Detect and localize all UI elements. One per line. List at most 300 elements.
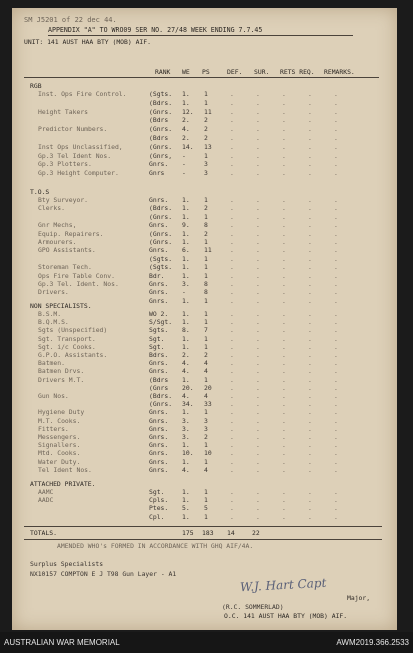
totals-label: TOTALS.	[30, 529, 57, 537]
archive-footer	[0, 632, 413, 653]
column-dot: .	[334, 424, 338, 433]
row-ps: 2	[204, 433, 208, 441]
column-dot: .	[256, 107, 260, 116]
row-rank: (Gnrs.	[149, 142, 173, 151]
row-we: 1.	[182, 271, 190, 280]
row-label: Equip. Repairers.	[38, 229, 104, 238]
column-dot: .	[256, 271, 260, 280]
column-dot: .	[282, 288, 286, 297]
column-dot: .	[256, 288, 260, 297]
row-label: Storeman Tech.	[38, 263, 92, 272]
row-ps: 8	[204, 221, 208, 230]
row-ps: 4	[204, 359, 208, 368]
column-dot: .	[230, 433, 234, 441]
row-we: 1.	[182, 90, 190, 98]
row-rank: (Gnrs.	[149, 400, 173, 409]
row-rank: Sgt.	[149, 334, 165, 343]
row-rank: Gnrs.	[149, 457, 169, 466]
row-rank: Gnrs.	[149, 424, 169, 433]
row-we: 5.	[182, 504, 190, 513]
column-dot: .	[256, 169, 260, 178]
row-rank: Gnrs.	[149, 433, 169, 441]
row-rank: (Gnrs.	[149, 107, 173, 116]
row-ps: 2	[204, 229, 208, 238]
row-rank: Gnrs	[149, 169, 165, 178]
column-dot: .	[256, 416, 260, 425]
column-dot: .	[256, 424, 260, 433]
column-dot: .	[308, 296, 312, 305]
row-we: 20.	[182, 383, 194, 392]
column-dot: .	[282, 408, 286, 417]
totals-top-rule	[24, 526, 382, 527]
column-dot: .	[230, 263, 234, 272]
column-dot: .	[256, 392, 260, 400]
row-we: 1.	[182, 334, 190, 343]
column-dot: .	[230, 334, 234, 343]
row-label: M.T. Cooks.	[38, 416, 81, 425]
column-dot: .	[308, 408, 312, 417]
row-ps: 1	[204, 334, 208, 343]
row-label: Drivers M.T.	[38, 375, 85, 384]
column-dot: .	[334, 271, 338, 280]
row-rank: Sgt.	[149, 488, 165, 496]
column-dot: .	[334, 326, 338, 335]
column-dot: .	[282, 310, 286, 318]
column-dot: .	[334, 212, 338, 221]
row-ps: 1	[204, 196, 208, 204]
row-ps: 1	[204, 254, 208, 263]
row-we: 6.	[182, 246, 190, 255]
row-we: 1.	[182, 212, 190, 221]
row-ps: 1	[204, 375, 208, 384]
row-ps: 1	[204, 98, 208, 107]
row-label: Sgt. i/c Cooks.	[38, 342, 96, 351]
row-we: -	[182, 288, 186, 297]
row-ps: 8	[204, 288, 208, 297]
row-label: B.S.M.	[38, 310, 62, 318]
column-dot: .	[308, 142, 312, 151]
row-we: 1.	[182, 296, 190, 305]
row-ps: 1	[204, 457, 208, 466]
row-we: 1.	[182, 512, 190, 521]
row-we: 1.	[182, 342, 190, 351]
column-dot: .	[282, 246, 286, 255]
row-ps: 1	[204, 488, 208, 496]
column-dot: .	[282, 326, 286, 335]
row-ps: 3	[204, 160, 208, 169]
row-label: Water Duty.	[38, 457, 81, 466]
row-we: 34.	[182, 400, 194, 409]
column-dot: .	[230, 280, 234, 288]
column-dot: .	[334, 496, 338, 505]
amended-note: AMENDED WHO's FORMED IN ACCORDANCE WITH GHQ AIF/4A.	[57, 542, 254, 550]
column-dot: .	[256, 433, 260, 441]
column-dot: .	[282, 465, 286, 474]
column-dot: .	[256, 496, 260, 505]
column-dot: .	[308, 375, 312, 384]
row-label: Sgt. Transport.	[38, 334, 96, 343]
column-header-sur: SUR.	[254, 68, 270, 76]
column-dot: .	[230, 151, 234, 160]
column-dot: .	[282, 280, 286, 288]
row-label: Tel Ident Nos.	[38, 465, 92, 474]
column-dot: .	[334, 457, 338, 466]
column-dot: .	[308, 318, 312, 327]
row-label: Inst. Ops Fire Control.	[38, 90, 127, 98]
row-label: Messengers.	[38, 433, 81, 441]
row-we: 9.	[182, 221, 190, 230]
row-rank: Gnrs.	[149, 288, 169, 297]
column-dot: .	[308, 392, 312, 400]
column-dot: .	[282, 151, 286, 160]
column-dot: .	[334, 160, 338, 169]
row-label: Height Takers	[38, 107, 89, 116]
column-dot: .	[256, 116, 260, 125]
column-dot: .	[308, 212, 312, 221]
document-page	[12, 8, 397, 630]
row-we: 1.	[182, 318, 190, 327]
column-dot: .	[308, 204, 312, 213]
row-we: 3.	[182, 416, 190, 425]
column-dot: .	[308, 400, 312, 409]
column-dot: .	[308, 359, 312, 368]
column-dot: .	[334, 449, 338, 458]
column-dot: .	[282, 342, 286, 351]
surplus-entry: NX10157 COMPTON E J T98 Gun Layer - A1	[30, 570, 177, 578]
column-dot: .	[256, 296, 260, 305]
row-rank: (Gnrs,	[149, 151, 173, 160]
column-dot: .	[230, 134, 234, 142]
column-dot: .	[256, 465, 260, 474]
column-dot: .	[230, 416, 234, 425]
row-rank: Gnrs.	[149, 359, 169, 368]
row-label: AAMC	[38, 488, 54, 496]
column-dot: .	[334, 400, 338, 409]
column-dot: .	[282, 221, 286, 230]
column-dot: .	[256, 449, 260, 458]
column-dot: .	[334, 204, 338, 213]
column-dot: .	[308, 342, 312, 351]
column-dot: .	[334, 392, 338, 400]
footer-institution: AUSTRALIAN WAR MEMORIAL	[4, 638, 120, 647]
column-dot: .	[230, 160, 234, 169]
column-dot: .	[334, 125, 338, 134]
row-ps: 11	[204, 107, 212, 116]
column-dot: .	[230, 221, 234, 230]
column-dot: .	[256, 351, 260, 359]
row-we: 1.	[182, 263, 190, 272]
totals-ret: 22	[252, 529, 260, 537]
row-we: 1.	[182, 229, 190, 238]
column-dot: .	[230, 296, 234, 305]
column-dot: .	[256, 375, 260, 384]
column-dot: .	[334, 488, 338, 496]
column-dot: .	[282, 359, 286, 368]
column-header-def: DEF.	[227, 68, 243, 76]
column-dot: .	[282, 107, 286, 116]
column-dot: .	[256, 160, 260, 169]
section-heading-non-specialists: NON SPECIALISTS.	[30, 302, 92, 310]
row-ps: 7	[204, 326, 208, 335]
column-dot: .	[308, 424, 312, 433]
column-dot: .	[230, 196, 234, 204]
row-rank: Bdr.	[149, 271, 165, 280]
column-dot: .	[282, 512, 286, 521]
column-dot: .	[230, 449, 234, 458]
row-ps: 2	[204, 125, 208, 134]
row-label: B.Q.M.S.	[38, 318, 69, 327]
row-ps: 1	[204, 512, 208, 521]
column-dot: .	[230, 142, 234, 151]
row-label: Gun Nos.	[38, 392, 69, 400]
column-dot: .	[308, 288, 312, 297]
totals-sur: 14	[227, 529, 235, 537]
row-we: 4.	[182, 367, 190, 376]
column-dot: .	[282, 488, 286, 496]
row-label: Drivers.	[38, 288, 69, 297]
column-dot: .	[230, 392, 234, 400]
row-ps: 3	[204, 424, 208, 433]
column-dot: .	[334, 408, 338, 417]
row-label: Batmen.	[38, 359, 65, 368]
column-dot: .	[334, 351, 338, 359]
column-dot: .	[230, 342, 234, 351]
row-ps: 1	[204, 212, 208, 221]
row-we: 1.	[182, 375, 190, 384]
row-rank: (Gnrs.	[149, 212, 173, 221]
column-dot: .	[334, 375, 338, 384]
row-ps: 11	[204, 246, 212, 255]
column-dot: .	[308, 351, 312, 359]
column-dot: .	[308, 512, 312, 521]
column-dot: .	[256, 142, 260, 151]
column-dot: .	[282, 416, 286, 425]
row-we: 1.	[182, 488, 190, 496]
column-dot: .	[282, 392, 286, 400]
row-label: Hygiene Duty	[38, 408, 85, 417]
column-dot: .	[334, 296, 338, 305]
row-label: G.P.O. Assistants.	[38, 351, 108, 359]
column-dot: .	[282, 271, 286, 280]
column-dot: .	[256, 326, 260, 335]
row-rank: Gnrs.	[149, 416, 169, 425]
row-we: 10.	[182, 449, 194, 458]
column-dot: .	[230, 204, 234, 213]
column-dot: .	[334, 334, 338, 343]
column-dot: .	[230, 254, 234, 263]
column-dot: .	[230, 441, 234, 450]
header-underline	[48, 35, 353, 36]
column-dot: .	[256, 229, 260, 238]
column-dot: .	[282, 263, 286, 272]
column-header-rank: RANK	[155, 68, 171, 76]
column-dot: .	[230, 238, 234, 246]
column-dot: .	[282, 169, 286, 178]
column-dot: .	[308, 263, 312, 272]
column-dot: .	[282, 98, 286, 107]
row-rank: (Sgts.	[149, 90, 173, 98]
column-dot: .	[308, 457, 312, 466]
row-we: -	[182, 160, 186, 169]
column-dot: .	[282, 196, 286, 204]
column-dot: .	[308, 246, 312, 255]
signatory-rank: Major,	[347, 594, 371, 602]
row-rank: (Gnrs.	[149, 238, 173, 246]
column-dot: .	[256, 504, 260, 513]
surplus-title: Surplus Specialists	[30, 560, 104, 568]
column-dot: .	[308, 98, 312, 107]
column-dot: .	[282, 400, 286, 409]
row-label: AADC	[38, 496, 54, 505]
column-dot: .	[230, 271, 234, 280]
column-dot: .	[256, 334, 260, 343]
column-dot: .	[256, 125, 260, 134]
section-heading-tos: T.O.S	[30, 188, 50, 196]
column-dot: .	[334, 318, 338, 327]
row-label: Gp.3 Plotters.	[38, 160, 92, 169]
row-we: 8.	[182, 326, 190, 335]
column-dot: .	[308, 221, 312, 230]
row-ps: 1	[204, 310, 208, 318]
column-dot: .	[334, 116, 338, 125]
row-ps: 8	[204, 280, 208, 288]
row-we: 3.	[182, 433, 190, 441]
column-dot: .	[230, 359, 234, 368]
totals-bottom-rule	[24, 539, 382, 540]
column-dot: .	[230, 90, 234, 98]
column-dot: .	[230, 457, 234, 466]
column-dot: .	[308, 151, 312, 160]
row-we: 14.	[182, 142, 194, 151]
row-we: 1.	[182, 196, 190, 204]
column-dot: .	[334, 134, 338, 142]
column-dot: .	[282, 449, 286, 458]
column-dot: .	[282, 254, 286, 263]
column-dot: .	[282, 90, 286, 98]
row-ps: 1	[204, 271, 208, 280]
document-reference: SM J5201 of 22 dec 44.	[24, 16, 117, 24]
column-dot: .	[230, 246, 234, 255]
column-dot: .	[334, 310, 338, 318]
column-dot: .	[256, 204, 260, 213]
row-we: 4.	[182, 359, 190, 368]
column-dot: .	[282, 367, 286, 376]
row-rank: (Bdrs	[149, 116, 169, 125]
row-rank: Cpl.	[149, 512, 165, 521]
row-label: Clerks.	[38, 204, 65, 213]
footer-accession: AWM2019.366.2533	[336, 638, 409, 647]
column-dot: .	[334, 383, 338, 392]
row-we: 2.	[182, 116, 190, 125]
column-dot: .	[230, 400, 234, 409]
row-label: Ops Fire Table Conv.	[38, 271, 115, 280]
column-dot: .	[334, 107, 338, 116]
row-label: Fitters.	[38, 424, 69, 433]
column-dot: .	[230, 288, 234, 297]
row-ps: 2	[204, 351, 208, 359]
signatory-block: O.C. 141 AUST HAA BTY (MOB) AIF.	[224, 612, 348, 620]
column-dot: .	[230, 496, 234, 505]
column-dot: .	[308, 326, 312, 335]
row-ps: 1	[204, 238, 208, 246]
row-ps: 3	[204, 416, 208, 425]
row-rank: Bdrs.	[149, 351, 169, 359]
row-rank: Gnrs.	[149, 296, 169, 305]
row-ps: 1	[204, 342, 208, 351]
row-rank: (Bdrs	[149, 134, 169, 142]
column-dot: .	[334, 263, 338, 272]
row-rank: Gnrs.	[149, 449, 169, 458]
row-label: Sgts (Unspecified)	[38, 326, 108, 335]
column-dot: .	[334, 98, 338, 107]
column-dot: .	[230, 512, 234, 521]
column-dot: .	[256, 457, 260, 466]
column-dot: .	[256, 221, 260, 230]
column-dot: .	[308, 441, 312, 450]
row-label: Gnr Mechs,	[38, 221, 77, 230]
column-dot: .	[230, 424, 234, 433]
column-dot: .	[230, 116, 234, 125]
row-label: Gp.3 Tel. Ident. Nos.	[38, 280, 119, 288]
row-we: 1.	[182, 457, 190, 466]
row-rank: (Bdrs.	[149, 204, 173, 213]
column-dot: .	[308, 107, 312, 116]
row-we: 1.	[182, 98, 190, 107]
column-dot: .	[282, 296, 286, 305]
column-dot: .	[308, 280, 312, 288]
row-we: 2.	[182, 134, 190, 142]
column-dot: .	[230, 318, 234, 327]
column-dot: .	[334, 512, 338, 521]
column-dot: .	[334, 465, 338, 474]
column-dot: .	[308, 238, 312, 246]
column-dot: .	[308, 229, 312, 238]
column-dot: .	[256, 280, 260, 288]
row-ps: 4	[204, 465, 208, 474]
row-rank: Gnrs.	[149, 465, 169, 474]
column-dot: .	[230, 212, 234, 221]
row-label: Gp.3 Height Computer.	[38, 169, 119, 178]
column-dot: .	[308, 310, 312, 318]
column-dot: .	[256, 98, 260, 107]
row-we: 1.	[182, 238, 190, 246]
row-ps: 2	[204, 116, 208, 125]
row-ps: 1	[204, 318, 208, 327]
column-dot: .	[334, 90, 338, 98]
column-dot: .	[308, 449, 312, 458]
column-dot: .	[334, 433, 338, 441]
column-dot: .	[230, 98, 234, 107]
column-dot: .	[256, 383, 260, 392]
row-ps: 1	[204, 496, 208, 505]
column-dot: .	[230, 107, 234, 116]
row-rank: Cpls.	[149, 496, 169, 505]
row-ps: 4	[204, 392, 208, 400]
column-dot: .	[334, 504, 338, 513]
column-dot: .	[308, 496, 312, 505]
row-we: 4.	[182, 125, 190, 134]
column-dot: .	[256, 246, 260, 255]
totals-ps: 183	[202, 529, 214, 537]
column-dot: .	[308, 125, 312, 134]
row-rank: Gnrs.	[149, 196, 169, 204]
row-label: Predictor Numbers.	[38, 125, 108, 134]
row-rank: WO 2.	[149, 310, 169, 318]
column-dot: .	[308, 169, 312, 178]
column-dot: .	[230, 367, 234, 376]
column-dot: .	[282, 125, 286, 134]
row-ps: 4	[204, 367, 208, 376]
